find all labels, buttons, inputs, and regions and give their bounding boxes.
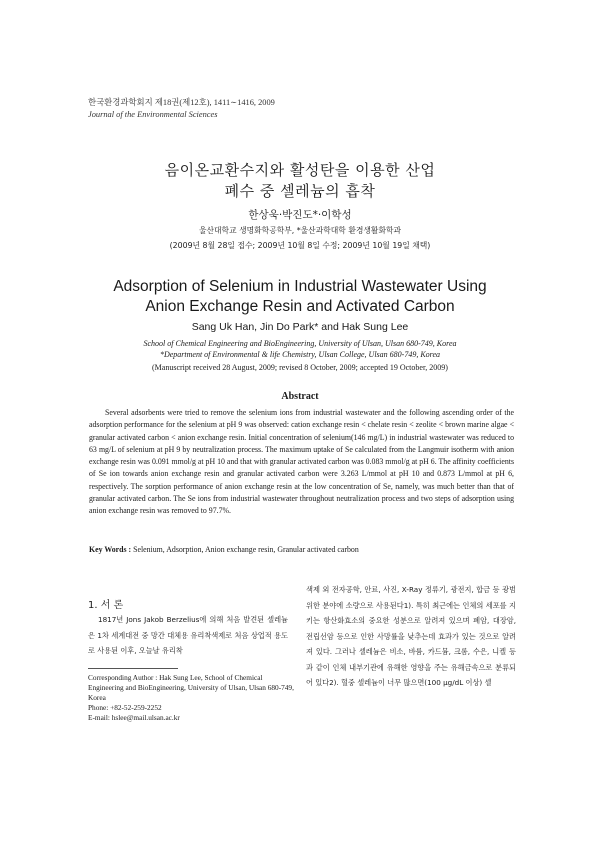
journal-name: Journal of the Environmental Sciences <box>88 110 218 119</box>
affiliation-english-line1: School of Chemical Engineering and BioEngineering, University of Ulsan, Ulsan 680-749, Korea <box>143 339 457 348</box>
corresponding-author: Corresponding Author : Hak Sung Lee, School of Chemical Engineering and BioEngineering, University of Ulsan, Ulsan 680-749, Korea <box>88 673 294 702</box>
authors-english: Sang Uk Han, Jin Do Park* and Hak Sung Lee <box>191 321 409 333</box>
affiliation-korean: 울산대학교 생명화학공학부, *울산과학대학 환경생활화학과 <box>198 226 402 235</box>
intro-right-column: 색제 외 전자공학, 안료, 사진, X-Ray 정류기, 광전지, 합금 등 광범위한 분야에 소량으로 사용된다1). 특히 최근에는 인체의 세포를 지키는 항산화효소의 중요한 성분으로 알려져 있으며 폐암, 대장암, 전립선암 등으로 인한 사망률을 낮추는데 효과가 있는 것으로 알려져 있다. 그러나 셀레늄은 비소, 바륨, 카드뮴, 크롬, 수은, 니켈 등과 같이 인체 내부기관에 유해한 영향을 주는 유해금속으로 분류되어 있다2). 혈중 셀레늄이 너무 많으면(100 μg/dL 이상) 셀 <box>306 585 516 687</box>
dates-english: (Manuscript received 28 August, 2009; revised 8 October, 2009; accepted 19 October, 2009) <box>152 363 448 372</box>
title-korean-line2: 폐수 중 셀레늄의 흡착 <box>224 182 376 200</box>
title-korean <box>60 160 540 202</box>
affiliation-english <box>60 338 540 360</box>
corresponding-phone: Phone: +82-52-259-2252 <box>88 703 162 712</box>
section-heading-introduction: 1. 서 론 <box>88 600 124 611</box>
keywords-label: Key Words : <box>89 545 132 554</box>
abstract-text: Several adsorbents were tried to remove the selenium ions from industrial wastewater and the following ascending order of the adsorption performance for the selenium at pH 9 was observed: cation exchange resin < chelate resin < zeolite < brown marine algae < granular activated carbon < anion exchange resin. Initial concentration of selenium(146 mg/L) in industrial wastewater was reduced to 63 mg/L of selenium at pH 9 by neutralization process. The maximum uptake of Se calculated from the Langmuir isotherm with anion exchange resin was 0.091 mmol/g at pH 10 and that with granular activated carbon was 0.083 mmol/g at pH 6. The affinity coefficients of Se ion towards anion exchange resin and granular activated carbon were 3.263 L/mmol at pH 10 and 0.873 L/mmol at pH 6, respectively. The sorption performance of anion exchange resin at the low concentration of Se, namely, was much better than that of granular activated carbon. The Se ions from industrial wastewater throughout neutralization process and two steps of adsorption using anion exchange resin was removed to 97.7%. <box>89 408 514 516</box>
keywords <box>89 545 529 554</box>
journal-header <box>88 97 275 121</box>
keywords-text: Selenium, Adsorption, Anion exchange resin, Granular activated carbon <box>133 545 359 554</box>
title-english-line1: Adsorption of Selenium in Industrial Wastewater Using <box>113 278 487 295</box>
corresponding-email: E-mail: hslee@mail.ulsan.ac.kr <box>88 713 180 722</box>
dates-korean: (2009년 8월 28일 접수; 2009년 10월 8일 수정; 2009년 10월 19일 채택) <box>169 241 431 250</box>
title-korean-line1: 음이온교환수지와 활성탄을 이용한 산업 <box>164 161 436 179</box>
affiliation-english-line2: *Department of Environmental & life Chemistry, Ulsan College, Ulsan 680-749, Korea <box>159 350 441 359</box>
corresponding-author-note <box>88 673 298 723</box>
title-english <box>60 277 540 317</box>
footnote-divider <box>88 668 178 669</box>
intro-left-column: 1817년 Jons Jakob Berzelius에 의해 처음 발견된 셀레늄은 1차 세계대전 중 망간 대체용 유리착색제로 처음 상업적 용도로 사용된 이후, 오늘날 유리착 <box>88 615 288 655</box>
title-english-line2: Anion Exchange Resin and Activated Carbon <box>145 298 455 315</box>
journal-citation: 한국환경과학회지 제18권(제12호), 1411∼1416, 2009 <box>88 98 275 107</box>
abstract-heading: Abstract <box>281 391 319 402</box>
authors-korean: 한상욱·박진도*·이학성 <box>248 209 352 221</box>
